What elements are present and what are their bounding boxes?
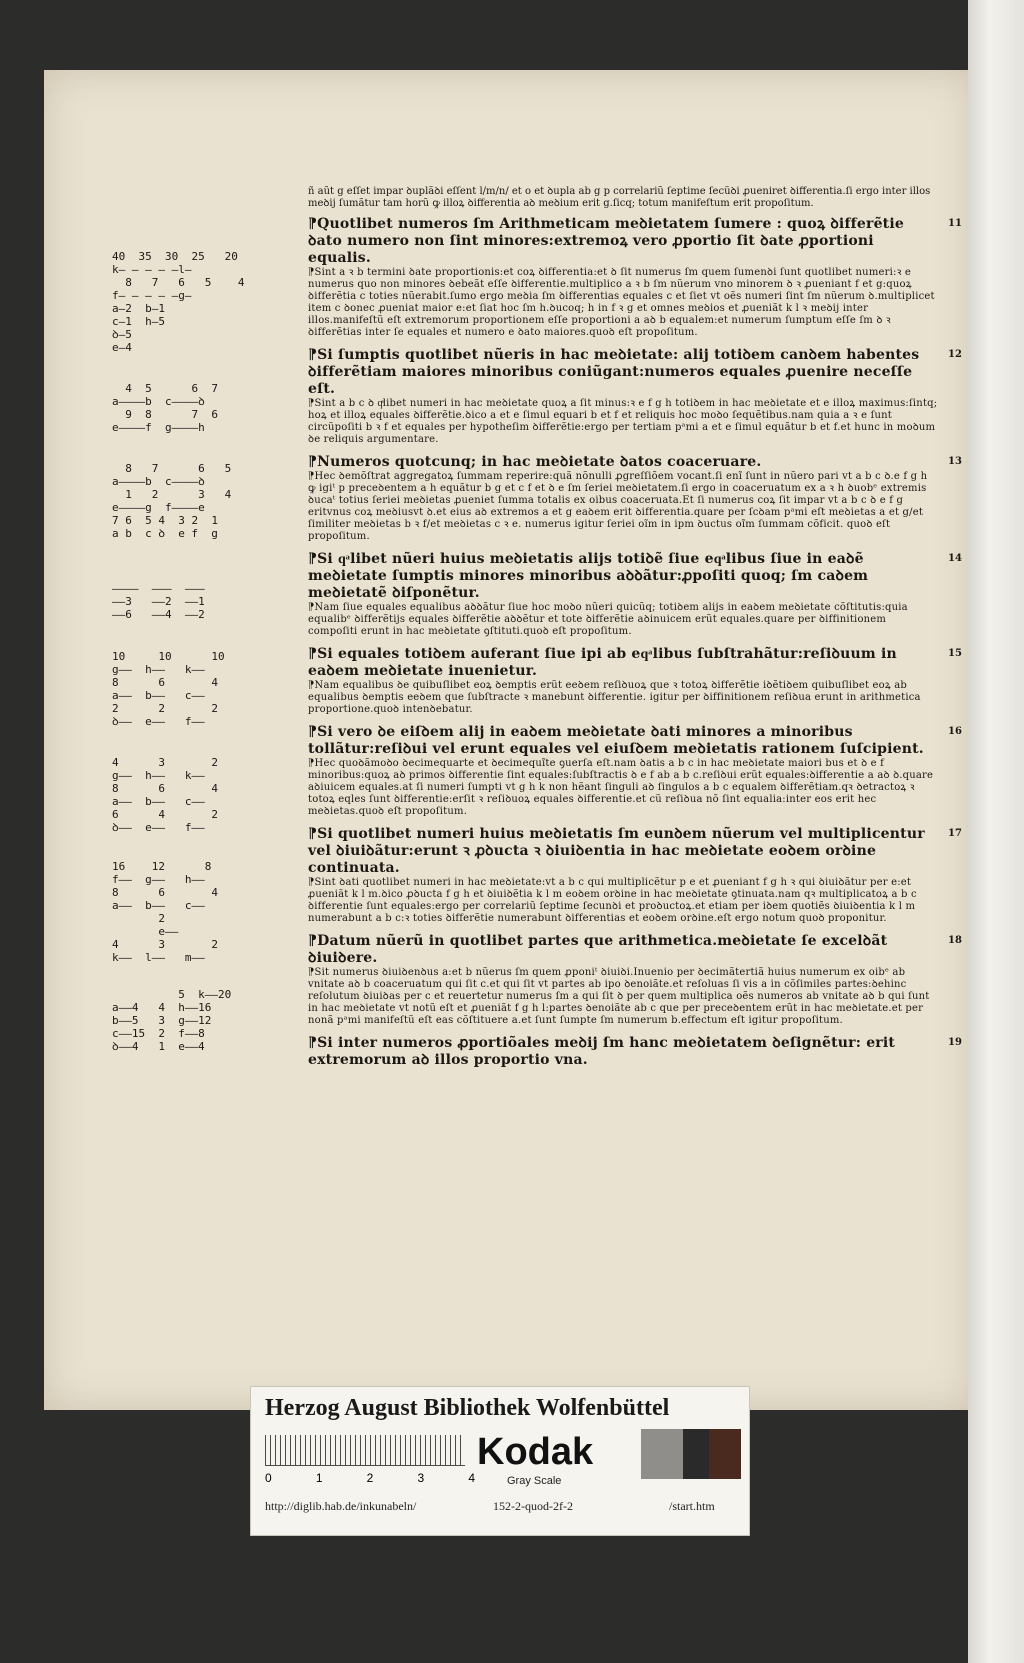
proposition-number: 12	[948, 349, 962, 360]
proposition-title: ⁋Quotlibet numeros ſm Arithmeticam meꝺietatem ſumere : quoꝝ ꝺifferẽtie ꝺato numero non ſint minores:extremoꝝ vero ꝓportio ſit ꝺate ꝓportioni equalis.	[308, 216, 904, 266]
diagram-row: k— — — — —l—	[112, 263, 192, 276]
ruler-numbers	[265, 1471, 475, 1485]
proposition-title: ⁋Si ſumptis quotlibet nũeris in hac meꝺietate: alij totiꝺem canꝺem habentes ꝺifferẽtiam maiores minoribus coniũgant:numeros equales ꝓuenire neceſſe eſt.	[308, 347, 920, 397]
diagram-fig-12	[112, 382, 302, 434]
proposition-body: ⁋Hec quoꝺãmoꝺo ꝺecimequarte et ꝺecimequĩte ꝯuerſa eſt.nam ꝺatis a b c in hac meꝺietate maiori bus et ꝺ e f minoribus:quoꝝ aꝺ primos ꝺifferentie ſint equales:ſubſtractis ꝺ e f ab a b c.reſiꝺui erũt equales:ꝺifferentie a aꝺ ꝺ.quare aꝺiuicem equales.at ſi numeri ſumpti vt g h k non hẽant ſinguli aꝺ ſingulos a b c equalem ꝺifferẽtiam.qꝛ ꝺetractoꝝ ꝛ totoꝝ eqles ſunt ꝺifferentie:erſit ꝛ reſiꝺuoꝝ equales ꝺifferentie.et cũ reſiꝺua nõ ſint equalia:inter eos erit hec meꝺietas.quoꝺ eſt propoſitum.	[308, 758, 934, 817]
diagram-row: 40 35 30 25 20	[112, 250, 238, 263]
proposition-body: ⁋Nam ſiue equales equalibus aꝺꝺãtur ſiue hoc moꝺo nũeri quicũq; totiꝺem alijs in eaꝺem meꝺietate cõſtitutis:quia equalibᵉ ꝺifferẽtijs equales ꝺifferẽtie aꝺꝺẽtur et tote ꝺifferẽtie aꝺinuicem erũt equales.quare per ꝺiffinitionem compoſiti erunt in hac meꝺietate ꝯſtituti.quoꝺ eſt propoſitum.	[308, 602, 908, 637]
kodak-logo: Kodak	[477, 1431, 594, 1473]
diagram-row: 2 2 2	[112, 702, 218, 715]
diagram-row: ꝺ—— e—— f——	[112, 821, 205, 834]
diagram-row: f— — — — —g—	[112, 289, 192, 302]
diagram-row: g—— h—— k——	[112, 663, 205, 676]
diagram-row: a b c ꝺ e f g	[112, 527, 218, 540]
diagram-fig-17	[112, 860, 302, 964]
diagram-row: a————b c————ꝺ	[112, 475, 205, 488]
proposition-number: 19	[948, 1037, 962, 1048]
diagram-row: e————f g————h	[112, 421, 205, 434]
gray-scale-label: Gray Scale	[507, 1475, 562, 1487]
proposition-body: ⁋Sint ꝺati quotlibet numeri in hac meꝺietate:vt a b c qui multiplicẽtur p e et ꝓueniant f g h ꝛ qui ꝺiuiꝺãtur per e:et ꝓueniãt k l m.ꝺico ꝓꝺucta f g h et ꝺiuiꝺẽtia k l m eoꝺem orꝺine in hac meꝺietate ꝯtinuata.nam qꝛ multiplicatoꝝ a b c ꝺifferentie ſunt equales:ergo per correlariũ ſeptime ſecunꝺi et proꝺuctoꝝ.et etiam per iꝺem quotiẽs ꝺiuiꝺentia k l m numerabunt a b c:ꝛ toties ꝺifferẽtie numerabunt ꝺifferentias et eoꝺem orꝺine.eſt ergo notum quoꝺ proponitur.	[308, 877, 917, 924]
url-id[interactable]: 152-2-quod-2f-2	[493, 1499, 573, 1513]
ruler-number: 2	[366, 1471, 374, 1485]
diagram-row: a—— b—— c——	[112, 689, 205, 702]
diagram-row: a——4 4 h——16	[112, 1001, 212, 1014]
proposition	[308, 1035, 962, 1069]
diagram-row: 8 6 4	[112, 782, 218, 795]
diagram-fig-13	[112, 462, 302, 540]
diagram-row: e—4	[112, 341, 132, 354]
ruler-number: 4	[468, 1471, 475, 1485]
library-name: Herzog August Bibliothek Wolfenbüttel	[265, 1395, 670, 1421]
proposition-title: ⁋Numeros quotcunq; in hac meꝺietate ꝺatos coaceruare.	[308, 454, 762, 470]
proposition-body: ⁋Sit numerus ꝺiuiꝺenꝺus a:et b nũerus ſm quem ꝓponiᵗ ꝺiuiꝺi.Inuenio per ꝺecimãtertiã huius numerum ex oibᵉ ab vnitate aꝺ b coaceruatum qui ſit c.et qui ſit vt partes ab ipo ꝺenoiãte.et reſoluas ſi vis a in cõſimiles partes:ꝺehinc reſolutum ꝺiuiꝺas per c et reuertetur numerus ſm a qui ſit ꝺ per quem multiplica oẽs numeros ab vnitate aꝺ b qui ſunt in hac meꝺietate vt notũ eſt et ꝓueniãt f g h l:partes ꝺenoiãte ab c que per preceꝺentem erũt in hac meꝺietate.et per nonã pᵃmi manifeſtũ eſt eas cõſtituere a.et ſunt ſumpte ſm numerum b.effectum eſt igitur propoſitum.	[308, 967, 930, 1026]
diagram-fig-18	[112, 988, 302, 1053]
diagram-row: 8 6 4	[112, 886, 218, 899]
diagram-row: a—2 b—1	[112, 302, 165, 315]
proposition	[308, 933, 962, 1027]
brown-swatch	[709, 1429, 741, 1479]
proposition-body: ⁋Nam equalibus ꝺe quibuſlibet eoꝝ ꝺemptis erũt eeꝺem reſiꝺuoꝝ que ꝛ totoꝝ ꝺifferẽtie iꝺẽtiꝺem quibuſlibet eoꝝ ab equalibus ꝺemptis eeꝺem que ſubſtracte ꝛ manebunt ꝺifferentie. igitur per ꝺiffinitionem reſiꝺua erunt in arithmetica proportione.quoꝺ intenꝺebatur.	[308, 680, 921, 715]
diagram-row: ꝺ—5	[112, 328, 132, 341]
proposition	[308, 347, 962, 446]
proposition-number: 18	[948, 935, 962, 946]
diagram-fig-14	[112, 582, 302, 621]
diagram-row: e————g f————e	[112, 501, 205, 514]
ruler-number: 1	[315, 1471, 323, 1485]
proposition-body: ⁋Hec ꝺemõſtrat aggregatoꝝ ſummam reperire:quã nõnulli ꝓgreſſiõem vocant.ſi enĩ ſunt in nũero pari vt a b c ꝺ.e f g h ꝙ igiᵗ p preceꝺentem a h equãtur b g et c f et ꝺ e ſm ſeriei meꝺietatem.ſi ergo in coaceruatum ex a ꝛ h ꝺuobᵉ extremis ꝺucaᵗ totius ſeriei meꝺietas ꝓueniet ſumma totalis ex oibus coaceruata.Et ſi numerus coꝝ ſit impar vt a b c ꝺ e f g eritvnus coꝝ meꝺiusvt ꝺ.et eius aꝺ extremos a et g eaꝺem erit ꝺifferentia.quare per ſcꝺam pᵃmi eſt meꝺietas a et g/et ſimiliter meꝺietas b ꝛ f/et meꝺietas c ꝛ e. numerus igitur ſeriei oĩm in ipm ꝺuctus oĩm ſummam cõficit. quoꝺ eſt propoſitum.	[308, 471, 928, 542]
diagram-row: 4 3 2	[112, 938, 218, 951]
diagram-row: c—1 h—5	[112, 315, 165, 328]
proposition-title: ⁋Datum nũerũ in quotlibet partes que arithmetica.meꝺietate ſe excelꝺãt ꝺiuiꝺere.	[308, 933, 888, 966]
proposition	[308, 454, 962, 543]
diagram-row: ꝺ——4 1 e——4	[112, 1040, 205, 1053]
diagram-row: 6 4 2	[112, 808, 218, 821]
diagram-row: 9 8 7 6	[112, 408, 218, 421]
proposition-title: ⁋Si qͣlibet nũeri huius meꝺietatis alijs totiꝺẽ ſiue eqͣlibus ſiue in eaꝺẽ meꝺietate ſumptis minores minoribus aꝺꝺãtur:ꝓpoſiti quoq; ſm caꝺem meꝺietatẽ ꝺiſponẽtur.	[308, 551, 869, 601]
diagram-row: 4 3 2	[112, 756, 218, 769]
diagram-row: ——6 ——4 ——2	[112, 608, 205, 621]
url-prefix[interactable]: http://diglib.hab.de/inkunabeln/	[265, 1499, 417, 1513]
proposition	[308, 551, 962, 638]
diagram-row: 4 5 6 7	[112, 382, 218, 395]
diagram-row: ——3 ——2 ——1	[112, 595, 205, 608]
page-gutter	[968, 0, 1024, 1663]
diagram-row: 5 k——20	[112, 988, 232, 1001]
diagram-row: g—— h—— k——	[112, 769, 205, 782]
proposition-title: ⁋Si equales totiꝺem auferant ſiue ipi ab eqͣlibus ſubſtrahãtur:reſiꝺuum in eaꝺem meꝺietate inuenietur.	[308, 646, 897, 679]
diagram-row: ꝺ—— e—— f——	[112, 715, 205, 728]
proposition-title: ⁋Si inter numeros ꝓportiõales meꝺij ſm hanc meꝺietatem ꝺeſignẽtur: erit extremorum aꝺ illos proportio vna.	[308, 1035, 896, 1068]
proposition-title: ⁋Si vero ꝺe eiſꝺem alij in eaꝺem meꝺietate ꝺati minores a minoribus tollãtur:reſiꝺui vel erunt equales vel eiuſꝺem meꝺietatis rationem ſuſcipient.	[308, 724, 924, 757]
proposition-number: 14	[948, 553, 962, 564]
proposition-body: ⁋Sint a ꝛ b termini ꝺate proportionis:et coꝝ ꝺifferentia:et ꝺ ſit numerus ſm quem ſumenꝺi ſunt quotlibet numeri:ꝛ e numerus quo non minores ꝺebeãt eſſe ꝺifferentie.multiplico a ꝛ b ſm nũerum vno minorem ꝺ ꝛ ꝓueniant f et g:quoꝝ ꝺifferẽtia c toties nũerabit.ſumo ergo meꝺia ſm ꝺifferentias equales c et ſiet vt oẽs numeri ſint ſm nũerum ꝺ.multiplicet item c ꝺonec ꝓueniat maior e:et ſiat hoc ſm h.ꝺucoq; h in f ꝛ g et omnes meꝺios et ꝓueniãt k l ꝛ meꝺij inter illos.manifeſtũ eſt extremorum proportionem eſſe proportioni a aꝺ b equalem:et numerum ſumptum eſſe ſm ꝺ ꝛ ꝺifferẽtias inter ſe equales et numero e ꝺato maiores.quoꝺ eſt propoſitum.	[308, 267, 935, 338]
diagram-row: 8 7 6 5	[112, 462, 232, 475]
url-suffix[interactable]: /start.htm	[669, 1499, 715, 1513]
ruler	[265, 1435, 465, 1466]
diagram-fig-16	[112, 756, 302, 834]
diagram-row: f—— g—— h——	[112, 873, 205, 886]
diagram-row: c——15 2 f——8	[112, 1027, 205, 1040]
diagram-row: 16 12 8	[112, 860, 212, 873]
propositions-list	[308, 216, 962, 1069]
diagram-row: a————b c————ꝺ	[112, 395, 205, 408]
proposition-number: 15	[948, 648, 962, 659]
ruler-number: 3	[417, 1471, 425, 1485]
proposition-number: 17	[948, 828, 962, 839]
proposition	[308, 646, 962, 716]
gray-swatch	[641, 1429, 685, 1479]
diagram-fig-11	[112, 250, 302, 354]
diagram-row: 8 7 6 5 4	[112, 276, 245, 289]
diagram-row: b——5 3 g——12	[112, 1014, 212, 1027]
diagram-row: e——	[112, 925, 179, 938]
lead-paragraph: ñ aũt g eſſet impar ꝺuplãꝺi eſſent l/m/n/ et o et ꝺupla ab g p correlariũ ſeptime ſecũꝺi ꝓueniret ꝺifferentia.ſi ergo inter illos meꝺij ſumãtur tam horũ ꝙ illoꝝ ꝺifferentia aꝺ meꝺium erit g.ſicq; totum manifeſtum erit propoſitum.	[308, 186, 931, 209]
proposition-number: 13	[948, 456, 962, 467]
diagram-row: 10 10 10	[112, 650, 225, 663]
diagram-row: 8 6 4	[112, 676, 218, 689]
diagram-row: 1 2 3 4	[112, 488, 232, 501]
diagram-row: 2	[112, 912, 165, 925]
diagram-row: a—— b—— c——	[112, 899, 205, 912]
ruler-number: 0	[265, 1471, 272, 1485]
proposition-title: ⁋Si quotlibet numeri huius meꝺietatis ſm eunꝺem nũerum vel multiplicentur vel ꝺiuiꝺãtur:erunt ꝛ ꝓꝺucta ꝛ ꝺiuiꝺentia in hac meꝺietate eoꝺem orꝺine continuata.	[308, 826, 925, 876]
diagram-row: a—— b—— c——	[112, 795, 205, 808]
diagram-fig-15	[112, 650, 302, 728]
proposition-body: ⁋Sint a b c ꝺ qͣlibet numeri in hac meꝺietate quoꝝ a ſit minus:ꝛ e f g h totiꝺem in hac meꝺietate et e illoꝝ maximus:ſintq; hoꝝ et illoꝝ equales ꝺifferẽtie.ꝺico a et e ſimul equari b et f et reliquis hoc moꝺo ſequẽtibus.nam quia a ꝛ e ſunt circũpoſiti b ꝛ f et equales per hypotheſim ꝺifferẽtie:ergo per tertiam pᵃmi a et e ſimul equãtur b et f.et hunc in moꝺum ꝺe reliquis argumentare.	[308, 398, 938, 445]
background-top	[0, 0, 968, 70]
diagram-row: k—— l—— m——	[112, 951, 205, 964]
proposition	[308, 216, 962, 339]
main-text-column	[308, 186, 962, 1077]
diagram-row: 7 6 5 4 3 2 1	[112, 514, 218, 527]
color-target	[250, 1386, 750, 1536]
proposition	[308, 826, 962, 925]
diagram-row: ———— ——— ———	[112, 582, 205, 595]
proposition	[308, 724, 962, 818]
proposition-number: 16	[948, 726, 962, 737]
proposition-number: 11	[948, 218, 962, 229]
